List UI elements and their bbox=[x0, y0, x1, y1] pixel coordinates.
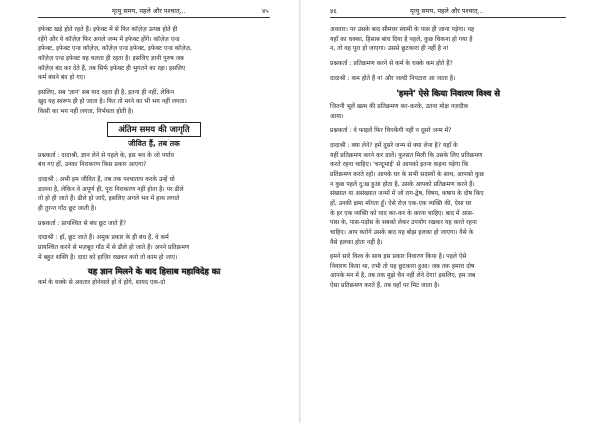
paragraph bbox=[330, 141, 566, 247]
page-body bbox=[38, 25, 270, 288]
text-line: जितनी भूलें खत्म की प्रतिक्रमण कर-करके, उतना मोक्ष नज़दीक bbox=[330, 103, 469, 111]
text-line: चाहिए। आप करोगे उसके बाद यह बोझ हलका हो जाएगा। वैसे के bbox=[330, 228, 474, 236]
paragraph bbox=[330, 59, 566, 69]
paragraph bbox=[38, 25, 270, 83]
text-line: कॉज़ेज़ एन्ड इफेक्ट यह चलता ही रहता है। इसलिए ज्ञानी पुरुष जब bbox=[38, 54, 184, 62]
header-rule bbox=[330, 17, 566, 18]
paragraph bbox=[38, 233, 270, 262]
text-line: प्रतिक्रमण करते रहो। आपके घर के सभी सदस्यों के साथ, आपको कुछ bbox=[330, 171, 484, 179]
running-header-title: मृत्यु समय, पहले और पश्चात्... bbox=[410, 7, 484, 15]
text-line: न, तो वह पूरा हो जाएगा। उससे छुटकारा ही नहीं है न! bbox=[330, 45, 449, 53]
paragraph bbox=[38, 151, 270, 170]
text-line: आया। bbox=[330, 112, 344, 120]
text-line: दादाश्री : अभी हम जीवित हैं, तब तक पश्चाताप करके उन्हें धो bbox=[38, 176, 175, 184]
page-number: ४६ bbox=[330, 7, 337, 15]
paragraph bbox=[330, 102, 566, 121]
text-line: बंध गए हों, उनका निराकरण किस प्रकार आएगा? bbox=[38, 161, 147, 169]
text-line: कर्म के धक्के से अवतार होनेवाले हों वे होंगे, शायद एक-दो bbox=[38, 279, 166, 287]
text-line: करते रहना चाहिए। 'चन्दूभाई' से आपको इतना कहना पड़ेगा कि bbox=[330, 161, 469, 169]
section-title: 'हमने' ऐसे किया निवारण विश्व से bbox=[396, 88, 500, 99]
text-line: संख्यात या असंख्यात जन्मों में जो राग-द्वेष, विषय, कषाय के दोष किए bbox=[330, 190, 484, 198]
running-header-title: मृत्यु समय, पहले और पश्चात्... bbox=[112, 7, 186, 15]
text-line: इफेक्ट खड़े होते रहते हैं। इफेक्ट में से फिर कॉज़ेज़ उत्पन्न होते ही bbox=[38, 26, 178, 33]
text-line: कॉज़ेज़ बंद कर देते हैं, तब सिर्फ इफेक्ट ही भुगतने का रहा। इसलिए bbox=[38, 64, 186, 72]
text-line: हमने सारे विश्व के साथ इस प्रकार निवारण किया है। पहले ऐसे bbox=[330, 253, 467, 261]
text-line: यहाँ का धक्का, हिसाब बांध दिया है पहले, कुछ चिकना हो गया है bbox=[330, 35, 473, 43]
right-page bbox=[300, 0, 600, 423]
text-line: हों, उनकी क्षमा माँगता हूँ। ऐसे रोज़ एक-एक व्यक्ति की, ऐसा घर bbox=[330, 199, 472, 207]
paragraph bbox=[330, 126, 566, 136]
text-line: ही तुरन्त गाँठ छूट जाती है। bbox=[38, 204, 97, 212]
text-line: आपके मन में है, तब तक मुझे चैन नहीं लेने देगा! इसलिए, हम जब bbox=[330, 272, 476, 280]
text-line: दादाश्री : क्या लेने? हमें दूसरे जन्म से क्या लेना है? यहाँ के bbox=[330, 142, 458, 150]
text-line: किसी का भय नहीं लगता, निर्भयता होती है। bbox=[38, 108, 134, 116]
subsection-title: जीवित हैं, तब तक bbox=[128, 138, 180, 148]
text-line: डालना है, लेकिन वे अपूर्ण ही, पूरा निराकरण नहीं होता है। पर ढीले bbox=[38, 185, 184, 193]
text-line: निवारण किया था, तभी तो यह छुटकारा हुआ। जब तक हमारा दोष bbox=[330, 262, 475, 270]
text-line: इफेक्ट, इफेक्ट एन्ड कॉज़ेज़, कॉज़ेज़ एन्ड इफेक्ट, इफेक्ट एन्ड कॉज़ेज़, bbox=[38, 45, 192, 53]
text-line: के हर एक व्यक्ति को याद कर-कर के करना चाहिए। बाद में आस- bbox=[330, 209, 475, 217]
text-line: यहीं प्रतिक्रमण करने कर डालें। फुरसत मिली कि उसके लिए प्रतिक्रमण bbox=[330, 151, 483, 159]
text-line: ऐसा प्रतिक्रमण करते हैं, तब वहाँ पर मिट जाता है। bbox=[330, 282, 440, 290]
text-line: प्रश्नकर्ता : प्रायश्चित से बंध छूट जाते हैं? bbox=[38, 219, 126, 227]
text-line: खुद यह स्वरूप ही हो जाता है। फिर तो मरने का भी भय नहीं लगता। bbox=[38, 98, 187, 106]
page-number: ४५ bbox=[262, 7, 269, 15]
text-line: कर्म बंधने बंद हो गए। bbox=[38, 74, 86, 82]
text-line: न कुछ पहले दु:ख हुआ होता है, उसके आपको प्रतिक्रमण करने हैं। bbox=[330, 180, 475, 188]
paragraph bbox=[330, 252, 566, 291]
paragraph bbox=[38, 175, 270, 214]
text-line: में बहुत शक्ति है। दादा को हाज़िर रखकर करो तो काम हो जाए। bbox=[38, 253, 178, 261]
text-line: वैसे हलका होता नहीं है। bbox=[330, 238, 383, 246]
text-line: प्रश्नकर्ता : दादाश्री, ज्ञान लेने से पहले के, इस भव के जो पर्याय bbox=[38, 151, 174, 159]
text-line: पास के, पास-पड़ोस के सबको लेकर उपयोग रखकर यह करते रहना bbox=[330, 219, 477, 227]
text-line: प्रायश्चित करने से मज़बूत गाँठ में से ढीले हो जाते हैं। अपने प्रतिक्रमण bbox=[38, 243, 190, 251]
section-title: यह ज्ञान मिलने के बाद हिसाब महाविदेह का bbox=[87, 266, 221, 277]
text-line: प्रश्नकर्ता : वे फाइलें फिर चिपकेंगी नहीं न दूसरे जन्म में? bbox=[330, 127, 452, 135]
paragraph bbox=[330, 25, 566, 54]
page-body bbox=[330, 25, 566, 291]
text-line: अवतार। पर उसके बाद सीमंधर स्वामी के पास ही जाना पड़ेगा। यह bbox=[330, 26, 475, 33]
paragraph bbox=[38, 278, 270, 288]
text-line: दादाश्री : कम होते हैं न! और जल्दी निपटारा आ जाता है। bbox=[330, 74, 456, 82]
header-rule bbox=[38, 17, 270, 18]
text-line: दादाश्री : हाँ, छूट जाते हैं। अमुक प्रकार के ही बंध हैं, वे कर्म bbox=[38, 234, 169, 242]
text-line: रहेंगे और ये कॉज़ेज़ फिर अगले जन्म में इफेक्ट होंगे। कॉज़ेज़ एन्ड bbox=[38, 35, 180, 43]
text-line: तो हो ही जाते हैं। ढीले हो जाएँ, इसलिए अगले भव में हाथ लगाते bbox=[38, 195, 180, 203]
paragraph bbox=[38, 219, 270, 229]
paragraph bbox=[330, 74, 566, 84]
text-line: इसलिए, सब 'ज्ञान' सब याद रहता ही है, इतना ही नहीं, लेकिन bbox=[38, 88, 175, 96]
section-title: अंतिम समय की जागृति bbox=[38, 122, 270, 135]
text-line: प्रश्नकर्ता : प्रतिक्रमण करने से कर्म के धक्के कम होते हैं? bbox=[330, 59, 453, 67]
paragraph bbox=[38, 88, 270, 117]
